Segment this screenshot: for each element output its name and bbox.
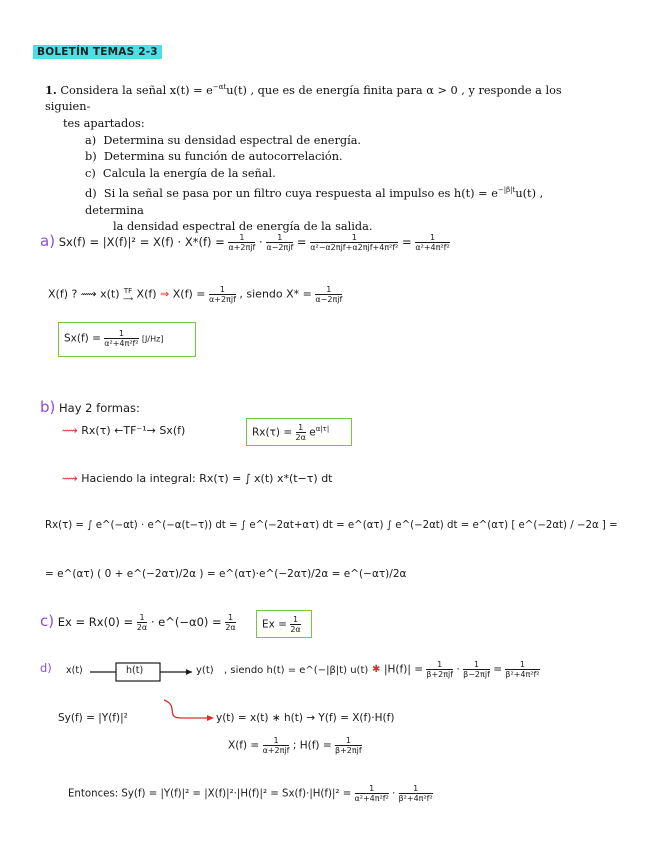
b-way-2 — [62, 472, 333, 485]
d-xf-hf — [228, 736, 362, 755]
d-xf-fraction: $\frac{1}{\text{α+2πjf}}$ — [262, 736, 290, 755]
solution-a-line1: a) Sx(f) = |X(f)|² = X(f) · X*(f) = $\frac{1}{\text{α+2πjf}}$ · $\frac{1}{\text{α−2πjf}}$ = $\frac{1}{\text{α²−α2πjf+α2πjf+4π²f²}}$ = $\frac{1}{\text{α²+4π²f²}}$ — [40, 232, 450, 252]
item-letter: d) — [85, 187, 97, 201]
b-result-sup: α|τ| — [315, 425, 330, 433]
c-equation: Ex = Rx(0) = — [57, 615, 134, 629]
d-fraction-3: $\frac{1}{\text{β²+4π²f²}}$ — [505, 660, 540, 679]
a-fraction-2: $\frac{1}{\text{α−2πjf}}$ — [266, 233, 294, 252]
a-equation: Sx(f) = |X(f)|² = X(f) · X*(f) = — [58, 235, 225, 249]
item-text: Calcula la energía de la señal. — [102, 166, 276, 180]
c-result — [262, 615, 301, 634]
a-fraction-3: $\frac{1}{\text{α²−α2πjf+α2πjf+4π²f²}}$ — [310, 233, 399, 252]
item-d-exponent: −|β|t — [497, 186, 516, 195]
d-final-fraction-1: $\frac{1}{\text{α²+4π²f²}}$ — [354, 784, 389, 803]
b-calculation-1: Rx(τ) = ∫ e^(−αt) · e^(−α(t−τ)) dt = ∫ e^(−2αt+ατ) dt = e^(ατ) ∫ e^(−2αt) dt = e^(ατ) [ e^(−2αt) / −2α ] = — [45, 520, 618, 531]
part-c-label: c) — [40, 612, 55, 630]
c-result-fraction: $\frac{1}{2\alpha}$ — [290, 615, 301, 634]
problem-item-b — [45, 149, 605, 166]
d-curly-arrow — [160, 696, 220, 726]
a-line2-conj: , siendo X* = — [239, 287, 312, 301]
d-fraction-1: $\frac{1}{\text{β+2πjf}}$ — [426, 660, 454, 679]
solution-b-intro — [40, 398, 140, 416]
part-b-label: b) — [40, 398, 56, 416]
b-way1-text: Rx(τ) ←TF⁻¹→ Sx(f) — [81, 424, 186, 437]
b-way-1 — [62, 424, 185, 437]
problem-item-a — [45, 133, 605, 150]
problem-line-2: tes apartados: — [63, 116, 145, 130]
a-result — [64, 329, 163, 348]
tf-arrow: TF ⟶ — [123, 286, 134, 303]
item-letter: c) — [85, 166, 96, 180]
d-final: Entonces: Sy(f) = |Y(f)|² = |X(f)|²·|H(f)|² = Sx(f)·|H(f)|² = $\frac{1}{\text{α²+4π²f²}}$ · $\frac{1}{\text{β²+4π²f²}}$ — [68, 784, 433, 803]
d-hf-eq: ; H(f) = — [292, 739, 332, 752]
title-highlight: BOLETÍN TEMAS 2-3 — [33, 45, 162, 59]
d-hf-fraction: $\frac{1}{\text{β+2πjf}}$ — [334, 736, 362, 755]
a-line2-xf: X(f) — [136, 287, 157, 301]
d-final-text: Entonces: Sy(f) = |Y(f)|² = |X(f)|²·|H(f)|² = Sx(f)·|H(f)|² = — [68, 788, 352, 800]
way-arrow-1: ⟿ — [62, 424, 82, 437]
a-result-fraction: $\frac{1}{\text{α²+4π²f²}}$ — [104, 329, 139, 348]
item-d-tail: u(t) , determina — [85, 187, 544, 217]
a-line2-xf-eq: X(f) = — [172, 287, 206, 301]
b-calculation-2: = e^(ατ) ( 0 + e^(−2ατ)/2α ) = e^(ατ)·e^(−2ατ)/2α = e^(−ατ)/2α — [45, 568, 407, 580]
statement-part-1: Considera la señal x(t) = e — [60, 83, 213, 97]
statement-part-2: u(t) , que es de energía finita para α > 0 , y responde a los siguien- — [45, 83, 562, 114]
solution-a-line2 — [48, 285, 342, 304]
d-sy: Sy(f) = |Y(f)|² — [58, 712, 128, 724]
d-hf-lhs: |H(f)| = — [384, 663, 423, 676]
d-hf-magnitude: |H(f)| = $\frac{1}{\text{β+2πjf}}$ · $\frac{1}{\text{β−2πjf}}$ = $\frac{1}{\text{β²+4π²f²}}$ — [384, 660, 540, 679]
item-letter: a) — [85, 133, 97, 147]
d-convolution: y(t) = x(t) ∗ h(t) → Y(f) = X(f)·H(f) — [216, 712, 395, 724]
b-result — [252, 423, 329, 442]
d-fraction-2: $\frac{1}{\text{β−2πjf}}$ — [463, 660, 490, 679]
b-intro-text: Hay 2 formas: — [59, 401, 140, 415]
problem-line-1 — [45, 79, 605, 116]
c-fraction-1: $\frac{1}{2\alpha}$ — [136, 613, 148, 632]
item-text: Determina su función de autocorrelación. — [103, 150, 343, 164]
item-text: Determina su densidad espectral de energía. — [103, 133, 362, 147]
d-out-arrowhead — [186, 669, 192, 675]
b-result-fraction: $\frac{1}{2\alpha}$ — [295, 423, 306, 442]
a-line2-start: X(f) ? ⟿ x(t) — [48, 287, 120, 301]
b-result-lhs: Rx(τ) = — [252, 426, 293, 439]
part-a-label: a) — [40, 232, 56, 250]
c-result-lhs: Ex = — [262, 618, 287, 631]
solution-c — [40, 612, 236, 632]
c-fraction-2: $\frac{1}{2\alpha}$ — [225, 613, 236, 632]
implies-arrow: ⇒ — [160, 287, 170, 301]
part-d-label: d) — [40, 661, 52, 675]
a-fraction-6: $\frac{1}{\text{α−2πjf}}$ — [315, 285, 343, 304]
a-fraction-5: $\frac{1}{\text{α+2πjf}}$ — [208, 285, 236, 304]
a-fraction-4: $\frac{1}{\text{α²+4π²f²}}$ — [415, 233, 450, 252]
d-star: ✱ — [372, 664, 381, 675]
c-mid: · e^(−α0) = — [150, 615, 222, 629]
d-block-label: h(t) — [126, 665, 144, 676]
problem-statement — [45, 79, 605, 236]
d-text1: , siendo h(t) = e^(−|β|t) u(t) — [224, 665, 369, 676]
b-result-exp: e — [309, 426, 316, 439]
item-letter: b) — [85, 150, 97, 164]
way-arrow-2: ⟿ — [62, 472, 82, 485]
problem-item-c — [45, 166, 605, 183]
d-yt: y(t) — [196, 665, 214, 676]
d-xt: x(t) — [66, 665, 83, 676]
item-text: Si la señal se pasa por un filtro cuya respuesta al impulso es h(t) = e — [103, 187, 498, 201]
a-result-lhs: Sx(f) = — [64, 332, 101, 345]
statement-exponent: −αt — [212, 83, 227, 91]
a-result-units: [J/Hz] — [141, 334, 164, 344]
problem-number: 1. — [45, 82, 57, 97]
d-xf-lhs: X(f) = — [228, 739, 260, 752]
problem-item-d-line2: la densidad espectral de energía de la salida. — [113, 220, 373, 234]
b-way2-text: Haciendo la integral: Rx(τ) = ∫ x(t) x*(t−τ) dt — [81, 472, 333, 485]
problem-item-d — [45, 182, 605, 219]
a-fraction-1: $\frac{1}{\text{α+2πjf}}$ — [228, 233, 256, 252]
d-final-fraction-2: $\frac{1}{\text{β²+4π²f²}}$ — [398, 784, 433, 803]
